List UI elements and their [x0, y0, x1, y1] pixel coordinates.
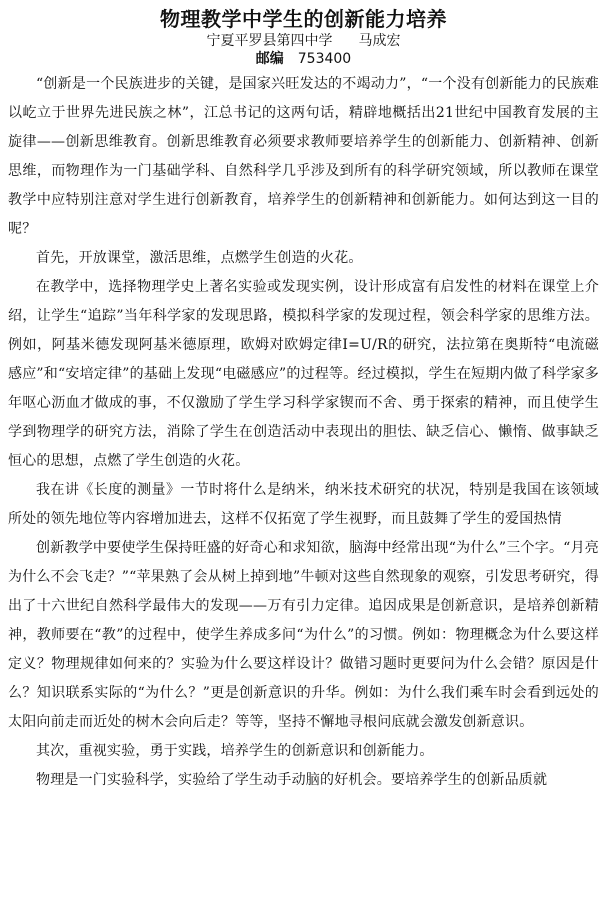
paragraph-second-point: 其次，重视实验，勇于实践，培养学生的创新意识和创新能力。 — [36, 743, 434, 759]
author-school: 宁夏平罗县第四中学 — [206, 33, 333, 49]
author-line — [8, 32, 599, 50]
postcode-value: 753400 — [297, 51, 352, 67]
postcode-label: 邮编 — [255, 51, 284, 67]
author-name: 马成宏 — [358, 33, 401, 49]
paragraph-intro: “创新是一个民族进步的关键，是国家兴旺发达的不竭动力”，“一个没有创新能力的民族难以屹立于世界先进民族之林”，江总书记的这两句话，精辟地概括出21世纪中国教育发展的主旋律——创新思维教育。创新思维教育必须要求教师要培养学生的创新能力、创新精神、创新思维，而物理作为一门基础学科、自然科学几乎涉及到所有的科学研究领域，所以教师在课堂教学中应特别注意对学生进行创新教育，培养学生的创新精神和创新能力。如何达到这一目的呢？ — [8, 76, 599, 237]
paragraph-nanotech: 我在讲《长度的测量》一节时将什么是纳米，纳米技术研究的状况，特别是我国在该领域所处的领先地位等内容增加进去，这样不仅拓宽了学生视野，而且鼓舞了学生的爱国热情 — [8, 482, 599, 527]
document-title: 物理教学中学生的创新能力培养 — [160, 7, 447, 31]
paragraph-first-point: 首先，开放课堂，激活思维，点燃学生创造的火花。 — [36, 250, 363, 266]
postcode-line — [8, 50, 599, 68]
paragraph-curiosity: 创新教学中要使学生保持旺盛的好奇心和求知欲，脑海中经常出现“为什么”三个字。“月亮为什么不会飞走？”“苹果熟了会从树上掉到地”牛顿对这些自然现象的观察，引发思考研究，得出了十六世纪自然科学最伟大的发现——万有引力定律。追因成果是创新意识，是培养创新精神，教师要在“教”的过程中，使学生养成多问“为什么”的习惯。例如：物理概念为什么要这样定义？物理规律如何来的？实验为什么要这样设计？做错习题时更要问为什么会错？原因是什么？知识联系实际的“为什么？”更是创新意识的升华。例如：为什么我们乘车时会看到远处的太阳向前走而近处的树木会向后走？等等，坚持不懈地寻根问底就会激发创新意识。 — [8, 540, 599, 730]
article-body — [8, 70, 599, 795]
paragraph-experiment: 物理是一门实验科学，实验给了学生动手动脑的好机会。要培养学生的创新品质就 — [36, 772, 548, 788]
paragraph-history-examples: 在教学中，选择物理学史上著名实验或发现实例，设计形成富有启发性的材料在课堂上介绍，让学生“追踪”当年科学家的发现思路，模拟科学家的发现过程，领会科学家的思维方法。例如，阿基米德发现阿基米德原理，欧姆对欧姆定律I=U/R的研究，法拉第在奥斯特“电流磁感应”和“安培定律”的基础上发现“电磁感应”的过程等。经过模拟，学生在短期内做了科学家多年呕心沥血才做成的事，不仅激励了学生学习科学家锲而不舍、勇于探索的精神，而且使学生学到物理学的研究方法，消除了学生在创造活动中表现出的胆怯、缺乏信心、懒惰、做事缺乏恒心的思想，点燃了学生创造的火花。 — [8, 279, 599, 469]
